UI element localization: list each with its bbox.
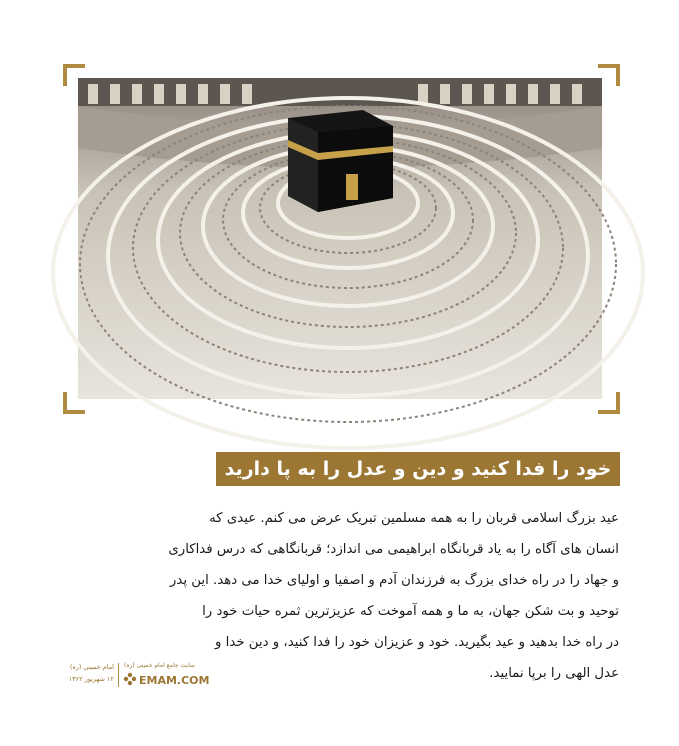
footer-divider [118,663,119,687]
source-date: ۱۲ شهریور ۱۳۶۲ [68,675,114,683]
footer [66,661,216,689]
flower-logo-icon [123,672,137,686]
paragraph-line: عید بزرگ اسلامی قربان را به همه مسلمین تبریک عرض می کنم. عیدی که [209,511,619,526]
kaaba-photo [78,78,602,399]
site-logo[interactable]: EMAM.COM [139,674,210,687]
site-subtitle: سایت جامع امام خمینی (ره) [124,662,195,669]
paragraph-line: انسان های آگاه را به یاد قربانگاه ابراهیمی می اندازد؛ قربانگاهی که درس فداکاری [168,542,619,557]
quote-title: خود را فدا کنید و دین و عدل را به پا دارید [224,458,612,480]
paragraph-line: و جهاد را در راه خدای بزرگ به فرزندان آدم و اصفیا و اولیای خدا می دهد. این پدر [169,573,619,588]
source-author: امام خمینی (ره) [69,663,114,671]
paragraph-line: در راه خدا بدهید و عید بگیرید. خود و عزیزان خود را فدا کنید، و دین خدا و [215,635,619,650]
paragraph-line: توحید و بت شکن جهان، به ما و همه آموخت که عزیزترین ثمره حیات خود را [202,604,619,619]
paragraph-line: عدل الهی را برپا نمایید. [489,666,619,681]
title-banner [216,452,620,486]
